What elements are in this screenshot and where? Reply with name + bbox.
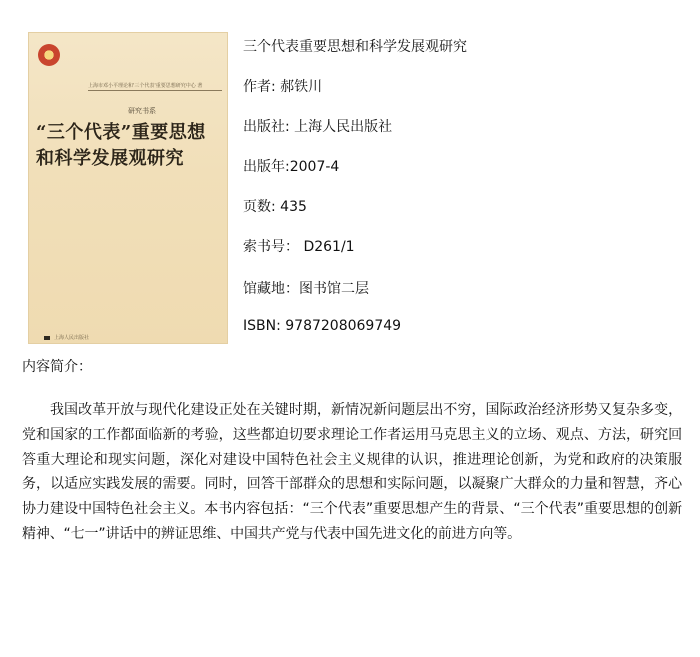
author-row [243, 76, 322, 96]
summary-heading: 内容简介： [22, 359, 92, 375]
call-number-row [243, 236, 355, 256]
call-number-value: D261/1 [303, 239, 355, 255]
publisher-row [243, 116, 392, 136]
year-label: 出版年: [243, 159, 290, 175]
cover-divider [88, 90, 222, 91]
publisher-label: 出版社: [243, 119, 290, 135]
location-label: 馆藏地： [243, 281, 299, 297]
cover-badge: 研究书系 [128, 107, 156, 115]
cover-publisher: 上海人民出版社 [44, 334, 89, 341]
author-label: 作者: [243, 79, 276, 95]
isbn-value: 9787208069749 [285, 318, 402, 334]
isbn-row [243, 318, 401, 334]
call-number-label: 索书号： [243, 239, 299, 255]
publisher-emblem-icon [38, 44, 60, 66]
pages-row [243, 196, 307, 216]
cover-series-text: 上海市邓小平理论和'三个代表'重要思想研究中心 著 [88, 83, 203, 89]
pages-value: 435 [280, 199, 307, 215]
location-row [243, 278, 369, 298]
author-value: 郝铁川 [280, 79, 323, 95]
year-value: 2007-4 [289, 159, 340, 175]
cover-title: “三个代表”重要思想和科学发展观研究 [36, 122, 206, 169]
isbn-label: ISBN: [243, 318, 281, 334]
publisher-value: 上海人民出版社 [294, 119, 393, 135]
location-value: 图书馆二层 [299, 281, 369, 297]
book-title: 三个代表重要思想和科学发展观研究 [243, 39, 467, 55]
book-cover [28, 32, 228, 344]
pages-label: 页数: [243, 199, 276, 215]
summary-text: 我国改革开放与现代化建设正处在关键时期，新情况新问题层出不穷，国际政治经济形势又复杂多变，党和国家的工作都面临新的考验，这些都迫切要求理论工作者运用马克思主义的立场、观点、方法，研究回答重大理论和现实问题，深化对建设中国特色社会主义规律的认识，推进理论创新，为党和政府的决策服务，以适应实践发展的需要。同时，回答干部群众的思想和实际问题，以凝聚广大群众的力量和智慧，齐心协力建设中国特色社会主义。本书内容包括：“三个代表”重要思想产生的背景、“三个代表”重要思想的创新精神、“七一”讲话中的辨证思维、中国共产党与代表中国先进文化的前进方向等。 [22, 402, 682, 542]
year-row [243, 156, 339, 176]
